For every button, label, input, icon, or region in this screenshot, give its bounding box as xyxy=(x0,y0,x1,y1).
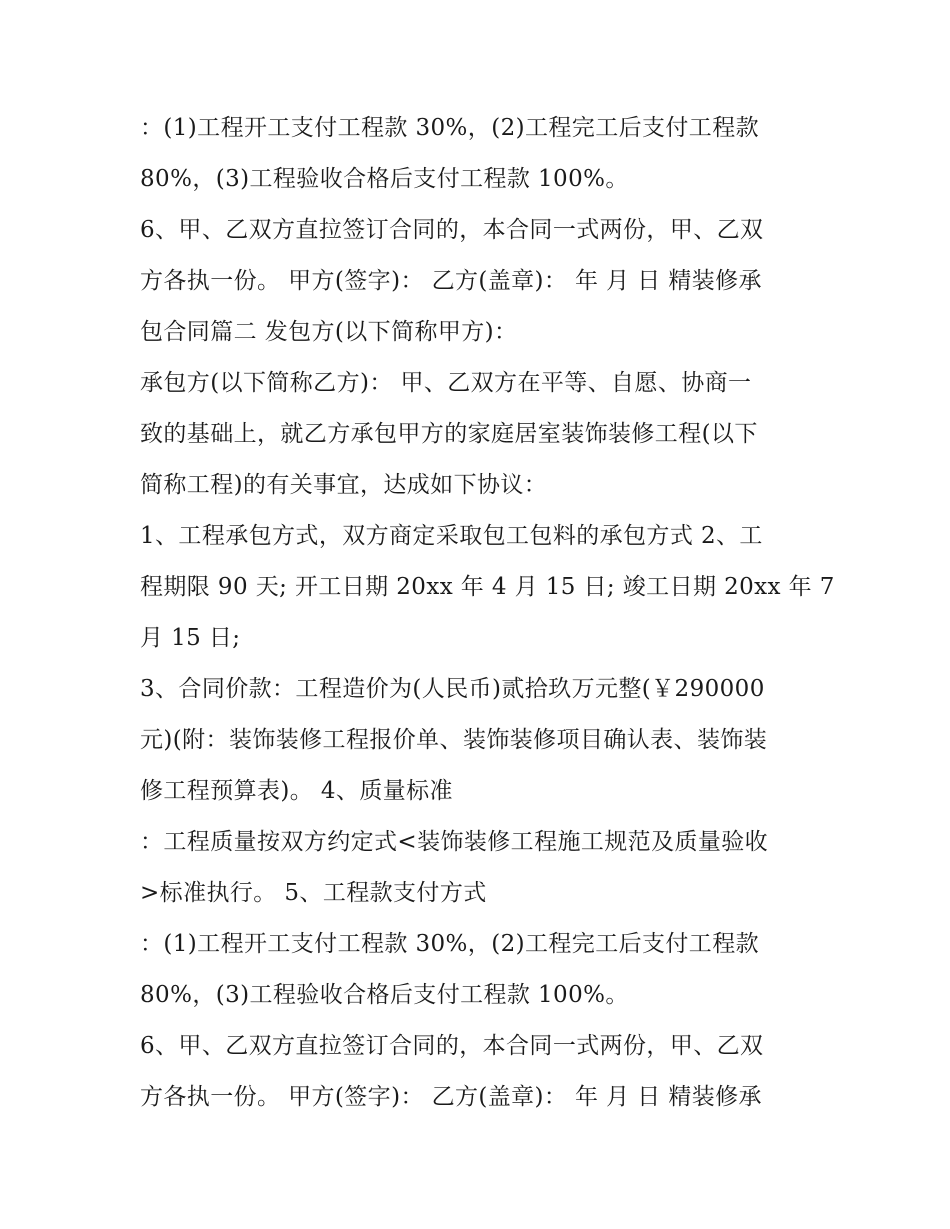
text-line: 80%，(3)工程验收合格后支付工程款 100%。 xyxy=(140,982,629,1008)
text-line: 修工程预算表)。 4、质量标准 xyxy=(140,778,453,804)
text-line: ：(1)工程开工支付工程款 30%，(2)工程完工后支付工程款 xyxy=(140,115,759,141)
text-line: ：(1)工程开工支付工程款 30%，(2)工程完工后支付工程款 xyxy=(140,931,759,957)
text-line: 6、甲、乙双方直拉签订合同的，本合同一式两份，甲、乙双 xyxy=(140,217,764,243)
text-line: 80%，(3)工程验收合格后支付工程款 100%。 xyxy=(140,166,629,192)
text-line: 方各执一份。 甲方(签字)： 乙方(盖章)： 年 月 日 精装修承 xyxy=(140,1084,762,1110)
text-line: 致的基础上，就乙方承包甲方的家庭居室装饰装修工程(以下 xyxy=(140,421,758,447)
text-line: 6、甲、乙双方直拉签订合同的，本合同一式两份，甲、乙双 xyxy=(140,1033,764,1059)
text-line: 元)(附：装饰装修工程报价单、装饰装修项目确认表、装饰装 xyxy=(140,727,768,753)
text-line: 承包方(以下简称乙方)： 甲、乙双方在平等、自愿、协商一 xyxy=(140,370,752,396)
text-line: 简称工程)的有关事宜，达成如下协议： xyxy=(140,472,548,498)
contract-text xyxy=(140,103,835,1123)
text-line: 3、合同价款：工程造价为(人民币)贰拾玖万元整(￥290000 xyxy=(140,676,765,702)
text-line: >标准执行。 5、工程款支付方式 xyxy=(140,880,487,906)
text-line: 1、工程承包方式，双方商定采取包工包料的承包方式 2、工 xyxy=(140,523,763,549)
text-line: 程期限 90 天; 开工日期 20xx 年 4 月 15 日; 竣工日期 20xx 年 7 xyxy=(140,574,835,600)
text-line: 方各执一份。 甲方(签字)： 乙方(盖章)： 年 月 日 精装修承 xyxy=(140,268,762,294)
text-line: 包合同篇二 发包方(以下简称甲方)： xyxy=(140,319,518,345)
text-line: 月 15 日; xyxy=(140,625,241,651)
text-line: ：工程质量按双方约定式<装饰装修工程施工规范及质量验收 xyxy=(140,829,769,855)
